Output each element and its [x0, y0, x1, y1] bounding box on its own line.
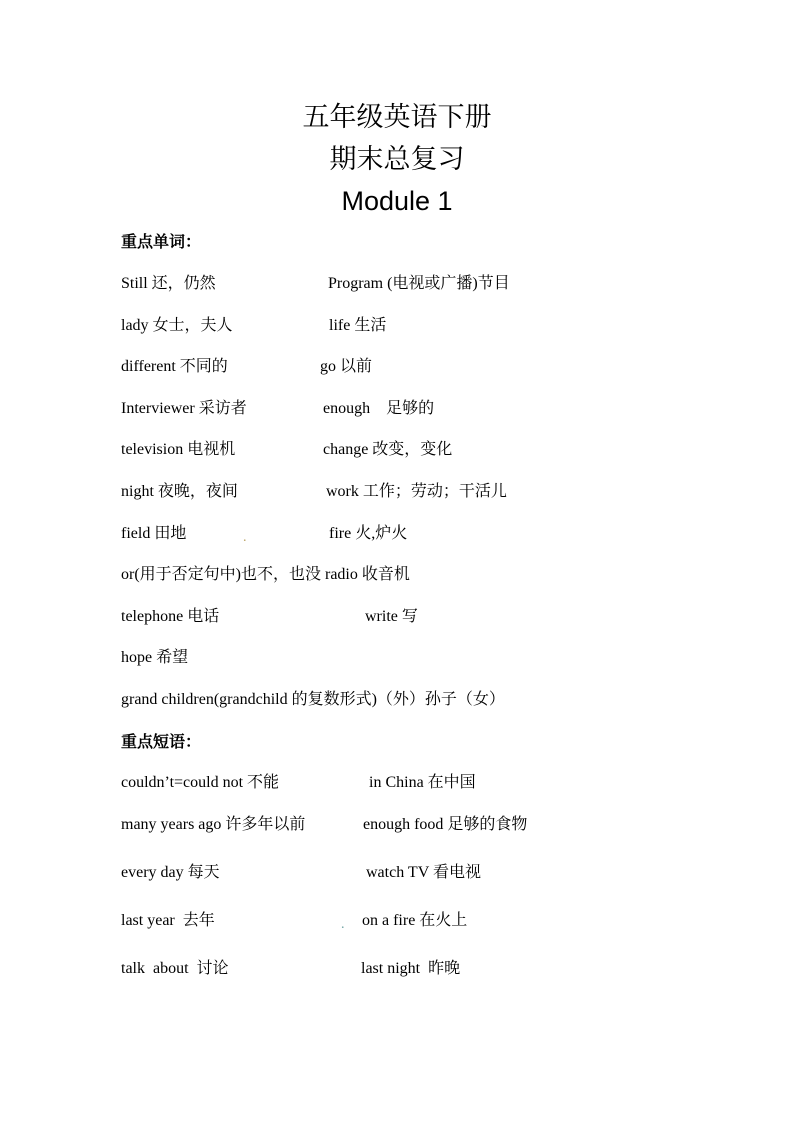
word-entry: write 写: [365, 608, 418, 625]
phrase-row: [0, 909, 794, 933]
phrase-entry: couldn’t=could not 不能: [121, 774, 280, 791]
module-title: Module 1: [341, 186, 453, 216]
phrase-entry: on a fire 在火上: [362, 912, 468, 929]
phrases-heading: 重点短语：: [121, 732, 202, 751]
phrase-entry: every day 每天: [121, 864, 220, 881]
word-entry: life 生活: [329, 317, 387, 334]
phrase-entry: many years ago 许多年以前: [121, 816, 306, 833]
word-entry: night 夜晚，夜间: [121, 483, 238, 500]
stray-mark: .: [341, 917, 345, 932]
phrase-entry: last year 去年: [121, 912, 215, 929]
word-row: [0, 605, 794, 629]
word-entry: hope 希望: [121, 649, 189, 666]
word-row: [0, 480, 794, 504]
word-entry: Still 还，仍然: [121, 275, 216, 292]
word-row: [0, 272, 794, 296]
words-heading: 重点单词：: [121, 232, 202, 251]
word-row: [0, 688, 794, 712]
word-row: [0, 563, 794, 587]
word-row: [0, 314, 794, 338]
phrase-entry: last night 昨晚: [361, 960, 461, 977]
phrase-entry: enough food 足够的食物: [363, 816, 528, 833]
phrase-entry: watch TV 看电视: [366, 864, 481, 881]
word-entry: different 不同的: [121, 358, 228, 375]
phrase-row: [0, 957, 794, 981]
phrase-row: [0, 861, 794, 885]
word-entry: go 以前: [320, 358, 373, 375]
word-entry: Program (电视或广播)节目: [328, 275, 510, 292]
phrase-row: [0, 813, 794, 837]
word-entry: enough 足够的: [323, 400, 435, 417]
word-row: [0, 522, 794, 546]
word-entry: lady 女士，夫人: [121, 317, 233, 334]
word-row: [0, 397, 794, 421]
word-entry: work 工作；劳动；干活儿: [326, 483, 507, 500]
word-entry: Interviewer 采访者: [121, 400, 247, 417]
word-entry: field 田地: [121, 525, 187, 542]
word-entry: fire 火,炉火: [329, 525, 408, 542]
phrase-entry: in China 在中国: [369, 774, 476, 791]
word-entry: telephone 电话: [121, 608, 220, 625]
word-row: [0, 438, 794, 462]
word-entry: change 改变，变化: [323, 441, 453, 458]
document-title: 五年级英语下册: [302, 102, 492, 133]
word-entry: or(用于否定句中)也不，也没 radio 收音机: [121, 566, 410, 583]
stray-mark: .: [243, 530, 247, 545]
word-entry: grand children(grandchild 的复数形式)（外）孙子（女）: [121, 691, 505, 708]
word-row: [0, 355, 794, 379]
word-row: [0, 646, 794, 670]
document-subtitle: 期末总复习: [329, 144, 465, 175]
phrase-entry: talk about 讨论: [121, 960, 229, 977]
word-entry: television 电视机: [121, 441, 236, 458]
phrase-row: [0, 771, 794, 795]
